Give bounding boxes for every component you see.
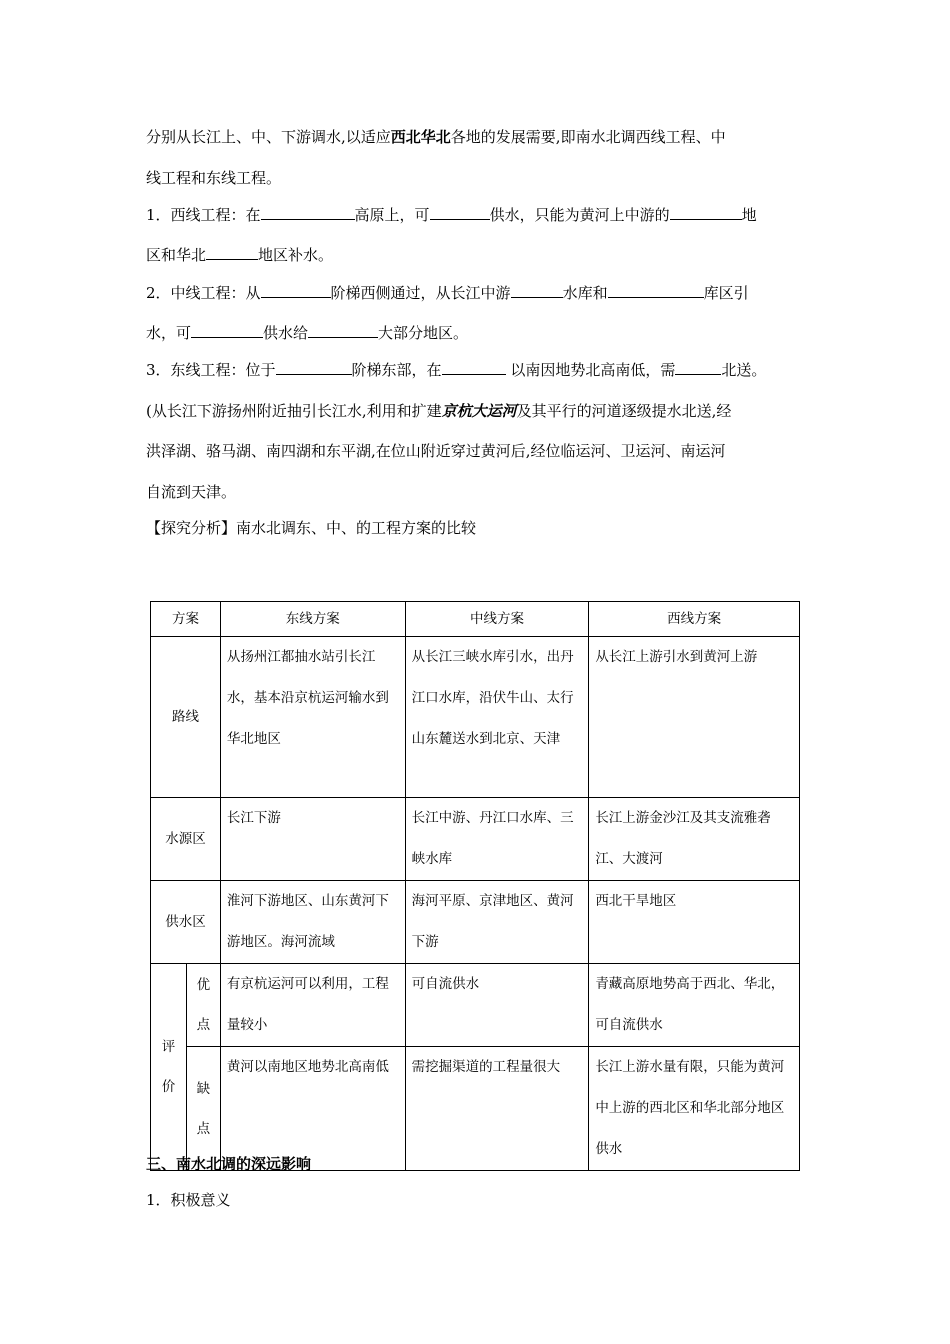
canal-name: 京杭大运河: [441, 402, 517, 420]
cell: 需挖掘渠道的工程量很大: [405, 1047, 589, 1171]
cell: 西北干旱地区: [589, 881, 800, 964]
table-row: [151, 881, 800, 964]
cons-char: 点: [196, 1120, 211, 1137]
text: 及其平行的河道逐级提水北送,经: [516, 402, 732, 420]
blank[interactable]: [206, 245, 258, 260]
text: 阶梯西侧通过，从长江中游: [330, 284, 511, 302]
text: 自流到天津。: [146, 483, 237, 501]
row-label-eval: [151, 964, 187, 1171]
text: 以南因地势北高南低，需: [505, 361, 676, 379]
west-line-2: [146, 245, 333, 265]
cell: 从扬州江都抽水站引长江水，基本沿京杭运河输水到华北地区: [220, 637, 405, 798]
text: 大部分地区。: [378, 324, 469, 342]
text: (从长江下游扬州附近抽引长江水,利用和扩建: [146, 402, 442, 420]
text: 洪泽湖、骆马湖、南四湖和东平湖,在位山附近穿过黄河后,经位临运河、卫运河、南运河: [146, 442, 726, 460]
intro-text: 各地的发展需要,即南水北调西线工程、中: [450, 128, 726, 146]
blank[interactable]: [261, 205, 355, 220]
header-middle: 中线方案: [405, 602, 589, 637]
blank[interactable]: [261, 283, 331, 298]
intro-text: 线工程和东线工程。: [146, 169, 282, 187]
eval-char: 评: [161, 1039, 176, 1055]
blank[interactable]: [670, 205, 742, 220]
text: 地: [741, 206, 757, 224]
text: 水，可: [146, 324, 192, 342]
cell: 有京杭运河可以利用，工程量较小: [220, 964, 405, 1047]
table-row: [151, 637, 800, 798]
cell: 可自流供水: [405, 964, 589, 1047]
blank[interactable]: [276, 360, 352, 375]
note-line-1: [146, 401, 731, 421]
cell: 淮河下游地区、山东黄河下游地区。海河流域: [220, 881, 405, 964]
text: 供水，只能为黄河上中游的: [489, 206, 670, 224]
text: 阶梯东部，在: [351, 361, 442, 379]
pros-char: 优: [196, 977, 211, 993]
header-east: 东线方案: [220, 602, 405, 637]
table-row: [151, 1047, 800, 1171]
text: 区和华北: [146, 246, 207, 264]
row-label-cons: [186, 1047, 220, 1171]
cell: 从长江上游引水到黄河上游: [589, 637, 800, 798]
middle-line-1: [146, 283, 749, 303]
header-plan: 方案: [151, 602, 221, 637]
note-line-3: [146, 482, 236, 502]
east-line-1: [146, 360, 766, 380]
text: 水库和: [562, 284, 608, 302]
table-row: [151, 964, 800, 1047]
row-label-source: 水源区: [151, 798, 221, 881]
blank[interactable]: [675, 360, 721, 375]
cell: 从长江三峡水库引水，出丹江口水库，沿伏牛山、太行山东麓送水到北京、天津: [405, 637, 589, 798]
text: 地区补水。: [258, 246, 334, 264]
text: 库区引: [703, 284, 749, 302]
blank[interactable]: [608, 283, 704, 298]
cell: 长江下游: [220, 798, 405, 881]
intro-bold: 西北华北: [390, 128, 451, 146]
blank[interactable]: [511, 283, 563, 298]
west-line-1: [146, 205, 757, 225]
text: 2．中线工程：从: [146, 284, 261, 302]
section3-item: 1．积极意义: [146, 1191, 231, 1209]
eval-char: 价: [161, 1079, 176, 1095]
row-label-supply: 供水区: [151, 881, 221, 964]
comparison-table: [150, 601, 800, 1171]
section-title: 【探究分析】南水北调东、中、的工程方案的比较: [146, 519, 477, 537]
row-label-pros: [186, 964, 220, 1047]
blank[interactable]: [430, 205, 490, 220]
row-label-route: 路线: [151, 637, 221, 798]
text: 3．东线工程：位于: [146, 361, 276, 379]
intro-line-1: [146, 127, 726, 147]
cons-char: 缺: [196, 1080, 211, 1097]
pros-char: 点: [196, 1017, 211, 1033]
header-west: 西线方案: [589, 602, 800, 637]
cell: 长江上游水量有限，只能为黄河中上游的西北区和华北部分地区供水: [589, 1047, 800, 1171]
blank[interactable]: [191, 323, 263, 338]
middle-line-2: [146, 323, 468, 343]
cell: 海河平原、京津地区、黄河下游: [405, 881, 589, 964]
cell: 青藏高原地势高于西北、华北，可自流供水: [589, 964, 800, 1047]
text: 北送。: [721, 361, 767, 379]
section3-title: 三、南水北调的深远影响: [146, 1155, 312, 1173]
intro-text: 分别从长江上、中、下游调水,以适应: [146, 128, 391, 146]
blank[interactable]: [308, 323, 378, 338]
cell: 黄河以南地区地势北高南低: [220, 1047, 405, 1171]
table-row: [151, 602, 800, 637]
text: 供水给: [263, 324, 309, 342]
intro-line-2: [146, 168, 281, 188]
cell: 长江上游金沙江及其支流雅砻江、大渡河: [589, 798, 800, 881]
note-line-2: [146, 441, 726, 461]
blank[interactable]: [442, 360, 506, 375]
text: 1．西线工程：在: [146, 206, 261, 224]
text: 高原上，可: [354, 206, 430, 224]
table-row: [151, 798, 800, 881]
cell: 长江中游、丹江口水库、三峡水库: [405, 798, 589, 881]
